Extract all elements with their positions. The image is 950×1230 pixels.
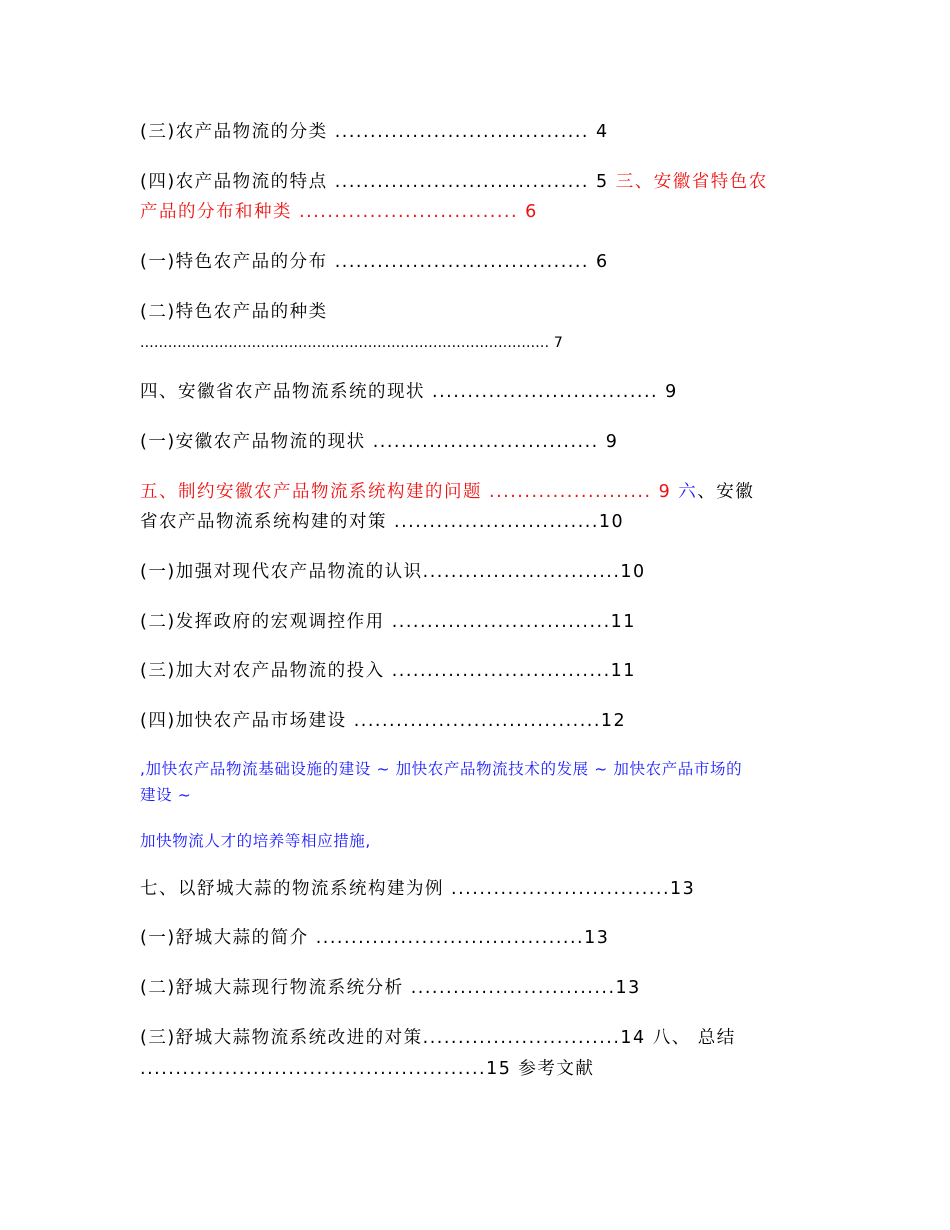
toc-entry: (三)舒城大蒜物流系统改进的对策............................14 八、 总结 bbox=[140, 1028, 736, 1048]
toc-entry-cont: .................................................15 参考文献 bbox=[140, 1059, 595, 1079]
toc-leader-dots: ........................................................................................ 7 bbox=[140, 335, 563, 351]
toc-entry: (二)发挥政府的宏观调控作用 ...............................11 bbox=[140, 612, 636, 632]
toc-entry: 四、安徽省农产品物流系统的现状 ................................ 9 bbox=[140, 382, 678, 402]
toc-entry: (四)加快农产品市场建设 ...................................12 bbox=[140, 711, 627, 731]
toc-note-cont: 建设 ~ bbox=[140, 786, 192, 804]
toc-entry-text: (四)农产品物流的特点 .................................... 5 bbox=[140, 172, 616, 192]
toc-section-heading: 三、安徽省特色农 bbox=[615, 172, 768, 192]
toc-section-heading: 五、制约安徽农产品物流系统构建的问题 ....................... 9 bbox=[140, 482, 679, 502]
toc-section-heading-cont: 产品的分布和种类 ............................... 6 bbox=[140, 202, 538, 222]
toc-note: 加快物流人才的培养等相应措施, bbox=[140, 832, 371, 850]
toc-entry-cont: 省农产品物流系统构建的对策 .............................10 bbox=[140, 512, 625, 532]
toc-entry bbox=[140, 481, 754, 503]
toc-entry: 七、以舒城大蒜的物流系统构建为例 ...............................13 bbox=[140, 879, 696, 899]
toc-note: ,加快农产品物流基础设施的建设 ~ 加快农产品物流技术的发展 ~ 加快农产品市场的 bbox=[140, 760, 743, 778]
toc-entry: (三)农产品物流的分类 .................................... 4 bbox=[140, 122, 609, 142]
toc-entry: (二)特色农产品的种类 bbox=[140, 302, 328, 322]
toc-entry: (一)安徽农产品物流的现状 ................................ 9 bbox=[140, 432, 619, 452]
toc-entry-text: 、安徽 bbox=[697, 482, 755, 502]
toc-entry: (三)加大对农产品物流的投入 ...............................11 bbox=[140, 661, 636, 681]
toc-entry: (一)舒城大蒜的简介 ......................................13 bbox=[140, 928, 610, 948]
toc-entry: (二)舒城大蒜现行物流系统分析 .............................13 bbox=[140, 978, 641, 998]
toc-entry: (一)加强对现代农产品物流的认识............................10 bbox=[140, 562, 646, 582]
toc-section-number: 六 bbox=[678, 482, 698, 502]
toc-entry: (一)特色农产品的分布 .................................... 6 bbox=[140, 252, 609, 272]
toc-entry bbox=[140, 171, 768, 193]
